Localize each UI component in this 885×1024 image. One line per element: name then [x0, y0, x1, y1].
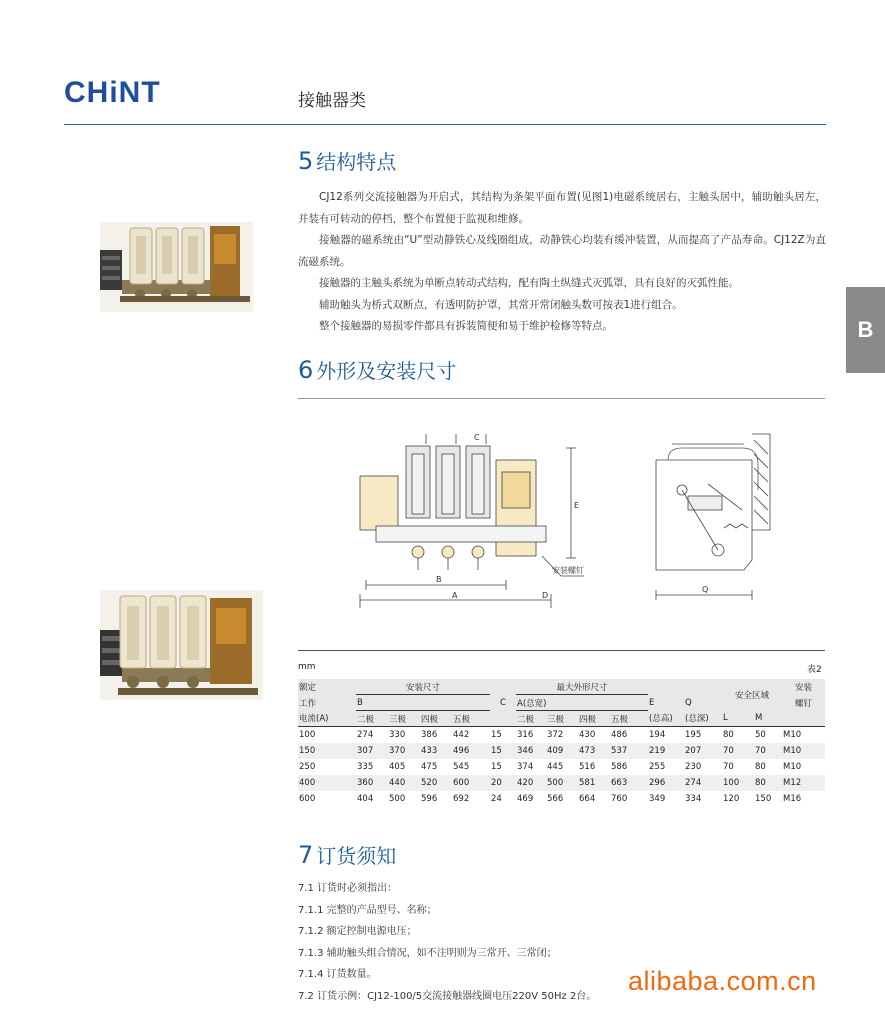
table-cell: 330 — [389, 730, 406, 740]
table-cell: 430 — [579, 730, 596, 740]
header-pole: 五极 — [452, 711, 490, 727]
table-cell: 420 — [516, 775, 546, 791]
mount-screw-label: 安装螺钉 — [552, 566, 584, 575]
table-header-row — [298, 711, 825, 727]
table-cell: 274 — [357, 730, 374, 740]
table-cell: 335 — [357, 762, 374, 772]
table-cell: M10 — [783, 762, 802, 772]
section-6-title — [298, 355, 456, 384]
table-cell: 80 — [755, 762, 766, 772]
header-pole: 四极 — [420, 711, 452, 727]
brand-logo: CHiNT — [64, 76, 161, 109]
table-cell: 473 — [578, 743, 610, 759]
table-cell: 442 — [453, 730, 470, 740]
table-cell: 586 — [611, 762, 628, 772]
table-cell: 440 — [388, 775, 420, 791]
table-cell: 404 — [357, 794, 374, 804]
section-6-title-text: 外形及安装尺寸 — [316, 359, 457, 383]
header-divider — [64, 124, 826, 125]
table-row — [298, 791, 825, 807]
table-cell: 70 — [723, 762, 734, 772]
order-item: 7.2 订货示例：CJ12-100/5交流接触器线圈电压220V 50Hz 2台。 — [298, 990, 597, 1002]
table-cell: 70 — [754, 743, 782, 759]
order-item: 7.1.1 完整的产品型号、名称； — [298, 904, 437, 916]
header-pole: 三极 — [388, 711, 420, 727]
table-cell: 207 — [684, 743, 722, 759]
table-cell: 70 — [722, 743, 754, 759]
contactor-photo-1 — [100, 222, 253, 312]
header-rated-3: 电流(A) — [298, 711, 356, 727]
table-cell: 219 — [648, 743, 684, 759]
paragraph: 接触器的主触头系统为单断点转动式结构，配有陶土纵缝式灭弧罩，具有良好的灭弧性能。 — [319, 277, 739, 289]
table-cell: M10 — [783, 730, 802, 740]
watermark: alibaba.com.cn — [628, 966, 817, 996]
chapter-tab: B — [846, 287, 885, 373]
header-max: 最大外形尺寸 — [516, 679, 648, 695]
table-row — [298, 727, 825, 744]
table-row — [298, 775, 825, 791]
table-cell: 20 — [490, 775, 516, 791]
paragraph: 整个接触器的易损零件都具有拆装简便和易于维护检修等特点。 — [319, 320, 613, 332]
front-view-drawing — [356, 430, 586, 615]
section-6-number: 6 — [298, 356, 314, 384]
section-5-number: 5 — [298, 147, 314, 175]
table-row — [298, 759, 825, 775]
header-screw: 安装 — [782, 679, 825, 695]
dim-label-c: C — [474, 433, 480, 442]
table-cell: 80 — [754, 775, 782, 791]
table-cell: 405 — [389, 762, 406, 772]
table-cell: 500 — [546, 775, 578, 791]
table-cell: 433 — [420, 743, 452, 759]
table-cell: 230 — [685, 762, 702, 772]
header-rated: 额定 — [298, 679, 356, 695]
table-cell: 566 — [547, 794, 564, 804]
header-c: C — [490, 695, 516, 711]
dim-label-d: D — [542, 591, 549, 600]
table-cell: 296 — [648, 775, 684, 791]
table-caption: 表2 — [807, 665, 822, 675]
table-cell: 400 — [298, 775, 356, 791]
table-cell: 596 — [421, 794, 438, 804]
table-cell: 692 — [453, 794, 470, 804]
header-install-sub: B — [356, 695, 490, 711]
order-item: 7.1.4 订货数量。 — [298, 969, 377, 981]
side-view-drawing — [648, 430, 776, 605]
header-rated-2: 工作 — [298, 695, 356, 711]
paragraph: CJ12系列交流接触器为开启式，其结构为条架平面布置(见图1)电磁系统居右，主触头居中，辅助触头居左，并装有可转动的停档，整个布置便于监视和维修。 — [298, 191, 826, 225]
section-5-body — [298, 187, 826, 338]
table-cell: M12 — [782, 775, 825, 791]
table-cell: 486 — [611, 730, 628, 740]
dim-label-e: E — [574, 501, 580, 510]
table-cell: 516 — [579, 762, 596, 772]
header-max-a: A(总宽) — [516, 695, 648, 711]
table-cell: 50 — [755, 730, 766, 740]
table-cell: 150 — [755, 794, 772, 804]
section-7-number: 7 — [298, 841, 314, 869]
header-pole: 五极 — [610, 711, 648, 727]
dimension-table — [298, 679, 825, 807]
table-cell: 100 — [722, 775, 754, 791]
paragraph: 接触器的磁系统由“U”型动静铁心及线圈组成，动静铁心均装有缓冲装置，从而提高了产品寿命。CJ12Z为直流磁系统。 — [298, 234, 826, 268]
table-cell: 600 — [299, 794, 316, 804]
table-cell: 445 — [547, 762, 564, 772]
table-cell: 370 — [388, 743, 420, 759]
dim-label-q: Q — [702, 585, 709, 594]
table-cell: 520 — [420, 775, 452, 791]
table-cell: 663 — [610, 775, 648, 791]
table-cell: 15 — [491, 730, 502, 740]
table-cell: 334 — [685, 794, 702, 804]
table-cell: 372 — [547, 730, 564, 740]
header-q: Q — [684, 695, 722, 711]
header-m: M — [754, 711, 782, 727]
table-cell: 600 — [452, 775, 490, 791]
table-cell: 194 — [649, 730, 666, 740]
table-cell: 15 — [490, 743, 516, 759]
header-screw-2: 螺钉 — [782, 695, 825, 711]
header-safety: 安全区域 — [722, 679, 782, 711]
header-pole: 二极 — [356, 711, 388, 727]
table-cell: M10 — [782, 743, 825, 759]
table-cell: 15 — [491, 762, 502, 772]
dim-label-a: A — [452, 591, 458, 600]
dim-label-b: B — [436, 575, 442, 584]
table-cell: 664 — [579, 794, 596, 804]
table-cell: 120 — [723, 794, 740, 804]
table-cell: 195 — [685, 730, 702, 740]
order-item: 7.1 订货时必须指出： — [298, 883, 398, 894]
table-cell: 24 — [491, 794, 502, 804]
header-pole: 四极 — [578, 711, 610, 727]
header-e: E — [648, 695, 684, 711]
table-header-row — [298, 679, 825, 695]
table-cell: 80 — [723, 730, 734, 740]
table-cell: 255 — [649, 762, 666, 772]
table-cell: 274 — [684, 775, 722, 791]
table-cell: 150 — [298, 743, 356, 759]
table-cell: 469 — [517, 794, 534, 804]
table-unit: mm — [298, 662, 316, 672]
table-cell: 250 — [299, 762, 316, 772]
section-5-title-text: 结构特点 — [316, 150, 397, 174]
table-cell: 316 — [517, 730, 534, 740]
header-l: L — [722, 711, 754, 727]
header-e-sub: (总高) — [648, 711, 684, 727]
table-cell: 409 — [546, 743, 578, 759]
header-pole: 三极 — [546, 711, 578, 727]
table-cell: 475 — [421, 762, 438, 772]
table-cell: 349 — [649, 794, 666, 804]
order-item: 7.1.3 辅助触头组合情况，如不注明则为三常开、三常闭； — [298, 947, 557, 959]
header-pole: 二极 — [516, 711, 546, 727]
section-7-title-text: 订货须知 — [316, 844, 397, 868]
table-cell: 100 — [299, 730, 316, 740]
section-6-divider — [298, 398, 825, 399]
table-cell: 581 — [578, 775, 610, 791]
table-cell: 386 — [421, 730, 438, 740]
table-cell: 537 — [610, 743, 648, 759]
section-5-title — [298, 146, 396, 175]
table-cell: 760 — [611, 794, 628, 804]
table-cell: 374 — [517, 762, 534, 772]
table-cell: 346 — [516, 743, 546, 759]
table-cell: 360 — [356, 775, 388, 791]
order-instructions — [298, 878, 596, 1008]
header-q-sub: (总深) — [684, 711, 722, 727]
table-cell: 500 — [389, 794, 406, 804]
order-item: 7.1.2 额定控制电源电压； — [298, 926, 417, 938]
header-install: 安装尺寸 — [356, 679, 490, 695]
table-cell: M16 — [783, 794, 802, 804]
table-top-rule — [298, 650, 825, 651]
table-row — [298, 743, 825, 759]
paragraph: 辅助触头为桥式双断点，有透明防护罩，其常开常闭触头数可按表1进行组合。 — [319, 298, 683, 311]
page-category: 接触器类 — [298, 91, 366, 111]
table-cell: 496 — [452, 743, 490, 759]
table-cell: 307 — [356, 743, 388, 759]
section-7-title — [298, 840, 396, 869]
table-cell: 545 — [453, 762, 470, 772]
contactor-photo-2 — [100, 590, 263, 700]
